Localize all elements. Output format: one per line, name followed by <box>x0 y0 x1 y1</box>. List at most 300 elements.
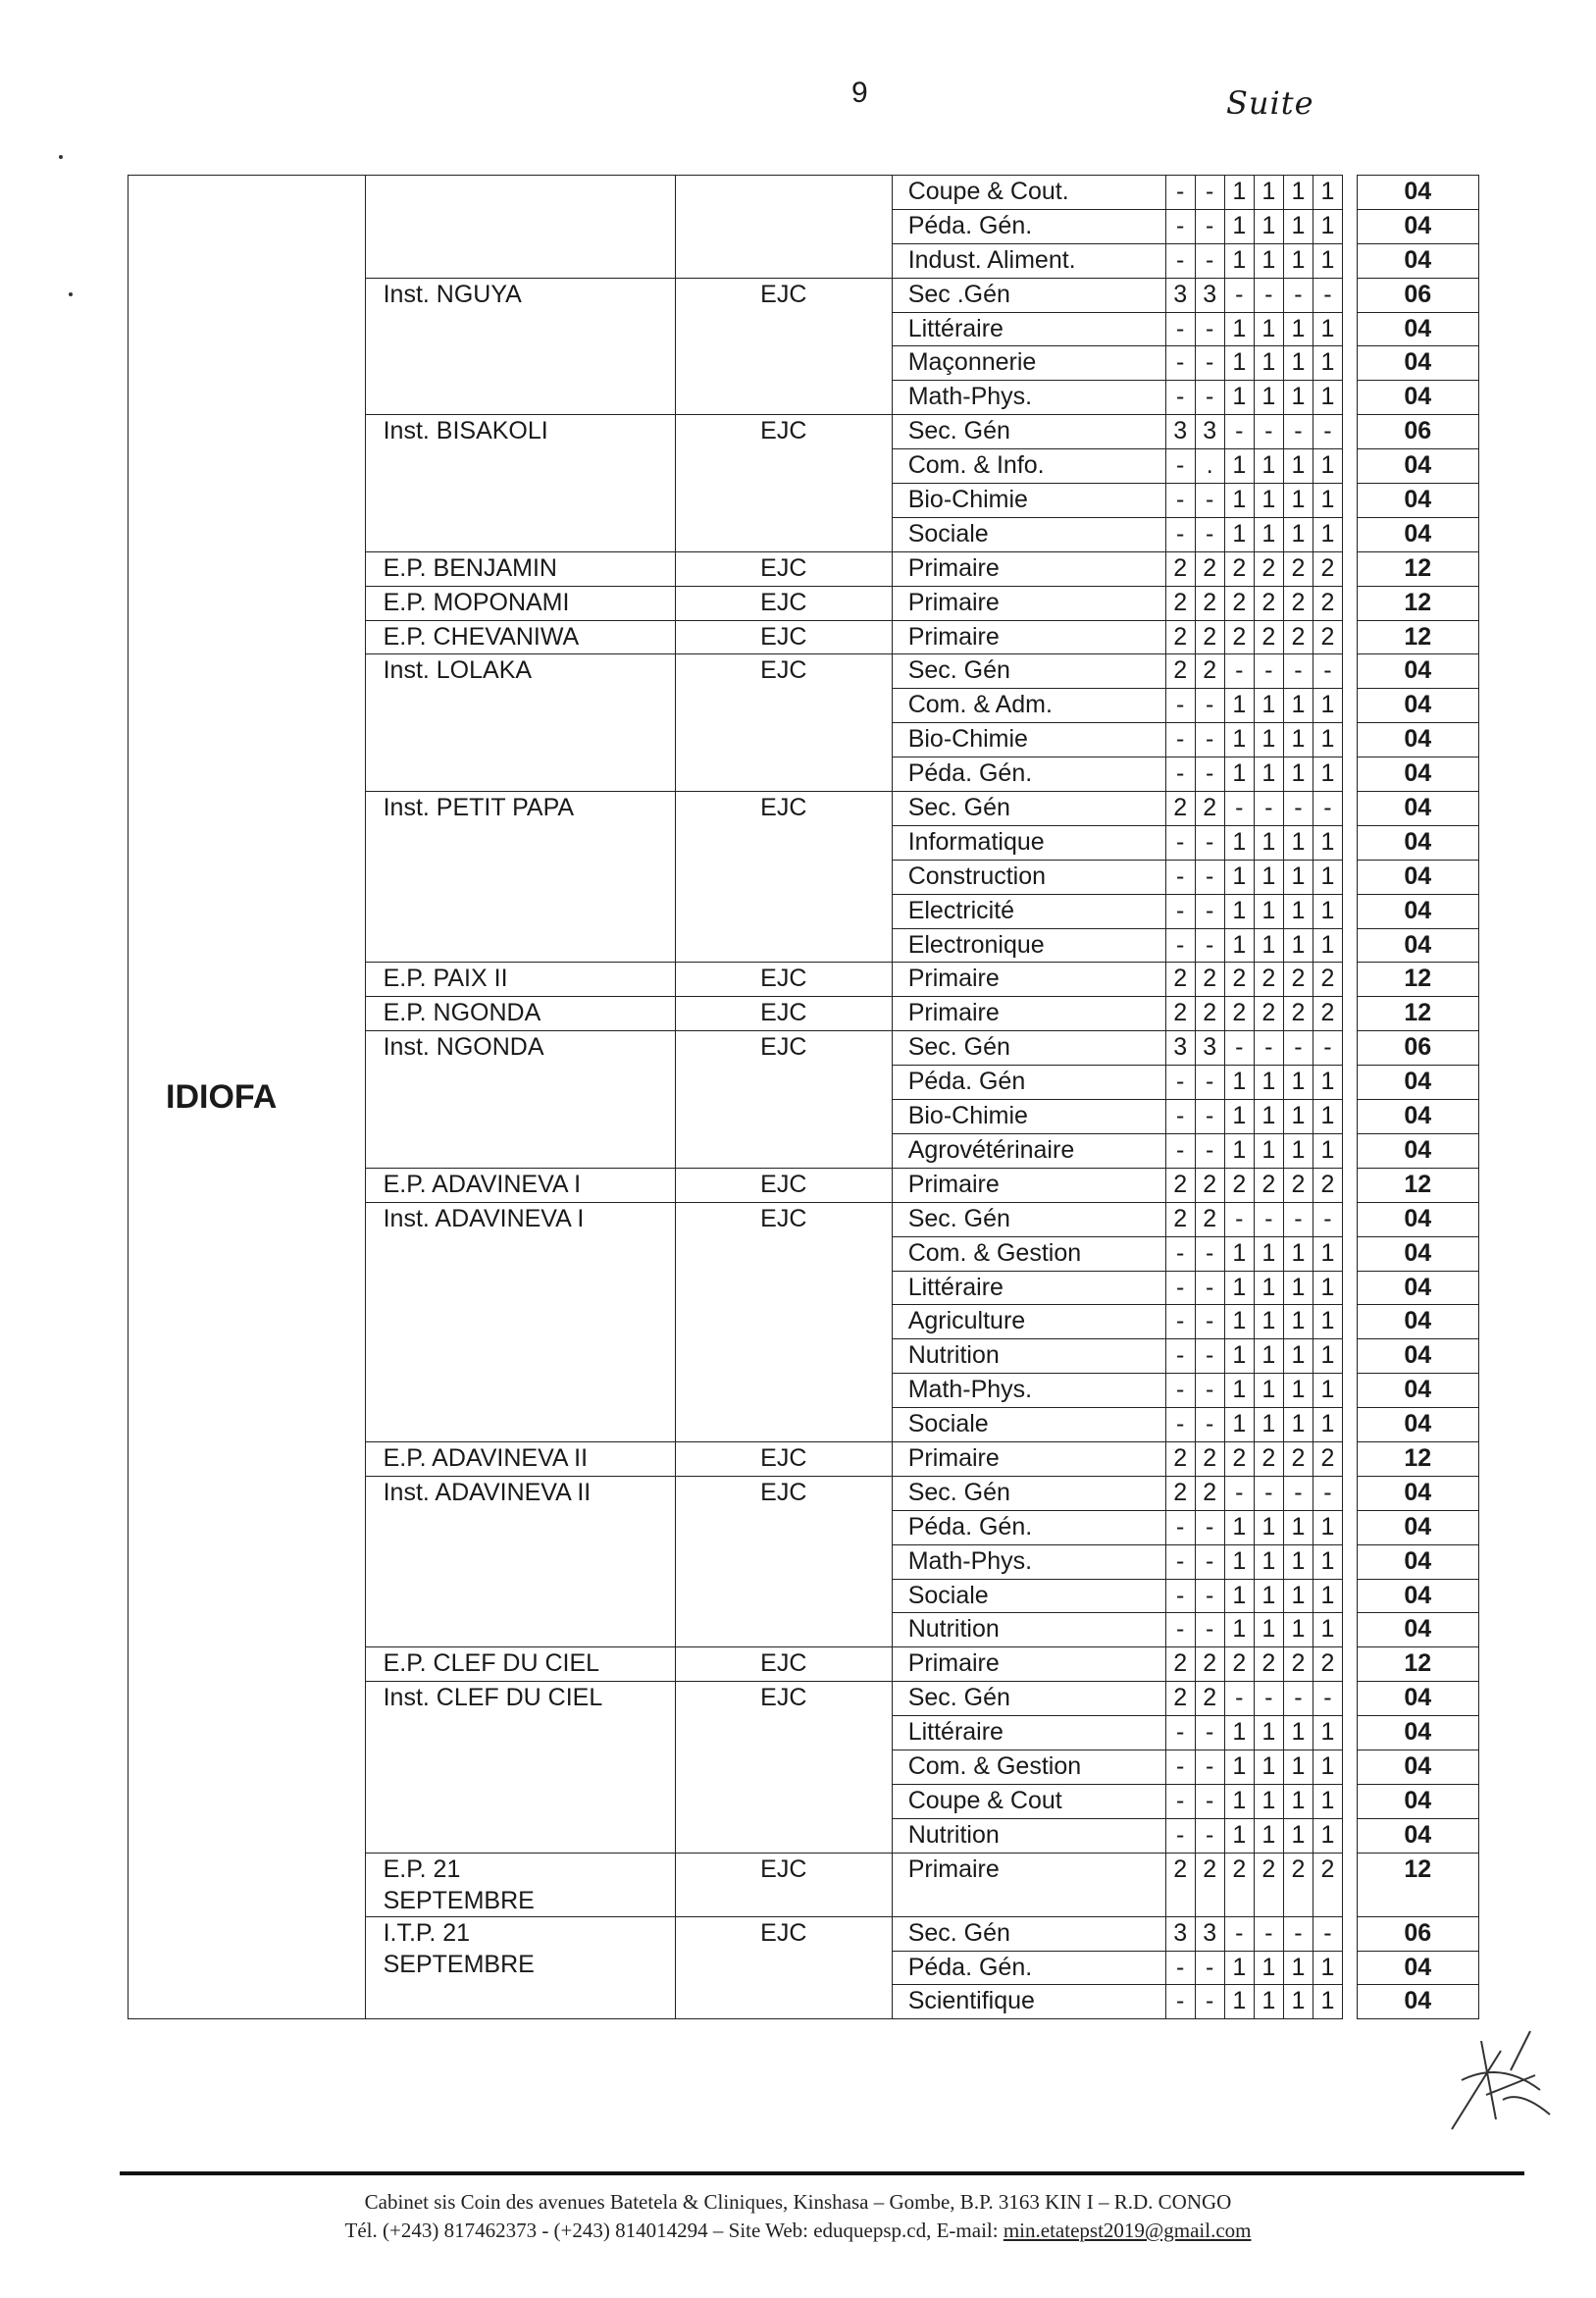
grade-count: 1 <box>1313 894 1342 928</box>
grade-count: 1 <box>1313 312 1342 346</box>
grade-count: 1 <box>1254 1066 1283 1100</box>
column-gap <box>1342 243 1357 278</box>
option-name: Péda. Gén. <box>892 1951 1165 1985</box>
grade-count: 1 <box>1254 1579 1283 1613</box>
grade-count: 3 <box>1165 1031 1195 1066</box>
row-total: 12 <box>1357 997 1479 1031</box>
grade-count: 3 <box>1195 278 1224 312</box>
grade-count: 1 <box>1283 689 1313 723</box>
grade-count: 1 <box>1313 243 1342 278</box>
grade-count: 1 <box>1283 312 1313 346</box>
row-total: 04 <box>1357 825 1479 860</box>
grade-count: 1 <box>1224 243 1254 278</box>
option-name: Coupe & Cout. <box>892 176 1165 210</box>
grade-count: 1 <box>1224 860 1254 894</box>
grade-count: 1 <box>1224 723 1254 757</box>
grade-count: - <box>1313 1682 1342 1716</box>
grade-count: 1 <box>1254 928 1283 963</box>
grade-count: 2 <box>1165 792 1195 826</box>
grade-count: 1 <box>1313 517 1342 551</box>
grade-count: - <box>1165 1374 1195 1408</box>
grade-count: - <box>1165 1339 1195 1374</box>
grade-count: 1 <box>1283 1818 1313 1853</box>
grade-count: 1 <box>1283 209 1313 243</box>
grade-count: - <box>1165 1579 1195 1613</box>
row-total: 04 <box>1357 1750 1479 1784</box>
option-name: Sociale <box>892 1408 1165 1442</box>
grade-count: - <box>1165 894 1195 928</box>
grade-count: 1 <box>1313 1716 1342 1750</box>
option-name: Agriculture <box>892 1305 1165 1339</box>
school-name: E.P. CLEF DU CIEL <box>365 1647 675 1682</box>
option-name: Scientifique <box>892 1985 1165 2019</box>
grade-count: 1 <box>1254 312 1283 346</box>
grade-count: 1 <box>1313 381 1342 415</box>
row-total: 04 <box>1357 312 1479 346</box>
school-name: Inst. CLEF DU CIEL <box>365 1682 675 1853</box>
grade-count: 1 <box>1224 1133 1254 1168</box>
grade-count: 1 <box>1313 1510 1342 1544</box>
grade-count: 1 <box>1254 860 1283 894</box>
grade-count: 2 <box>1283 586 1313 620</box>
grade-count: 2 <box>1165 1441 1195 1476</box>
grade-count: - <box>1195 1271 1224 1305</box>
column-gap <box>1342 176 1357 210</box>
option-name: Nutrition <box>892 1339 1165 1374</box>
column-gap <box>1342 1544 1357 1579</box>
column-gap <box>1342 997 1357 1031</box>
column-gap <box>1342 1510 1357 1544</box>
grade-count: - <box>1195 176 1224 210</box>
grade-count: 1 <box>1283 346 1313 381</box>
grade-count: - <box>1195 1784 1224 1818</box>
grade-count: 1 <box>1254 1985 1283 2019</box>
option-name: Com. & Info. <box>892 449 1165 484</box>
grade-count: 2 <box>1254 620 1283 654</box>
row-total: 06 <box>1357 1031 1479 1066</box>
grade-count: 1 <box>1283 1236 1313 1271</box>
grade-count: 2 <box>1313 1441 1342 1476</box>
grade-count: - <box>1165 1613 1195 1647</box>
column-gap <box>1342 415 1357 449</box>
grade-count: 1 <box>1283 176 1313 210</box>
school-status: EJC <box>675 620 892 654</box>
grade-count: 2 <box>1195 1202 1224 1236</box>
row-total: 04 <box>1357 1408 1479 1442</box>
grade-count: - <box>1195 1985 1224 2019</box>
grade-count: 2 <box>1283 1168 1313 1202</box>
row-total: 04 <box>1357 1510 1479 1544</box>
column-gap <box>1342 1202 1357 1236</box>
option-name: Agrovétérinaire <box>892 1133 1165 1168</box>
grade-count: 1 <box>1283 928 1313 963</box>
grade-count: 2 <box>1165 586 1195 620</box>
grade-count: 1 <box>1224 1818 1254 1853</box>
column-gap <box>1342 551 1357 586</box>
grade-count: 2 <box>1313 551 1342 586</box>
grade-count: - <box>1165 243 1195 278</box>
school-name: Inst. ADAVINEVA II <box>365 1476 675 1646</box>
grade-count: 2 <box>1224 1168 1254 1202</box>
grade-count: - <box>1224 654 1254 689</box>
grade-count: - <box>1165 1716 1195 1750</box>
grade-count: - <box>1165 484 1195 518</box>
grade-count: 1 <box>1254 176 1283 210</box>
column-gap <box>1342 1271 1357 1305</box>
grade-count: - <box>1195 1613 1224 1647</box>
option-name: Sociale <box>892 517 1165 551</box>
option-name: Nutrition <box>892 1818 1165 1853</box>
grade-count: - <box>1195 209 1224 243</box>
row-total: 12 <box>1357 963 1479 997</box>
option-name: Péda. Gén. <box>892 1510 1165 1544</box>
option-name: Littéraire <box>892 1716 1165 1750</box>
footer-contact <box>0 2219 1596 2243</box>
grade-count: - <box>1195 1374 1224 1408</box>
option-name: Sec. Gén <box>892 792 1165 826</box>
footer-address: Cabinet sis Coin des avenues Batetela & Cliniques, Kinshasa – Gombe, B.P. 3163 KIN I – R.D. CONGO <box>364 2190 1232 2214</box>
grade-count: 2 <box>1224 586 1254 620</box>
row-total: 04 <box>1357 1236 1479 1271</box>
grade-count: 2 <box>1224 551 1254 586</box>
grade-count: 1 <box>1283 894 1313 928</box>
row-total: 12 <box>1357 586 1479 620</box>
grade-count: 1 <box>1313 1408 1342 1442</box>
grade-count: - <box>1283 1031 1313 1066</box>
row-total: 12 <box>1357 1647 1479 1682</box>
column-gap <box>1342 346 1357 381</box>
row-total: 04 <box>1357 1374 1479 1408</box>
grade-count: - <box>1195 1579 1224 1613</box>
grade-count: - <box>1165 723 1195 757</box>
row-total: 12 <box>1357 1168 1479 1202</box>
grade-count: 1 <box>1254 723 1283 757</box>
grade-count: - <box>1165 1510 1195 1544</box>
row-total: 04 <box>1357 1133 1479 1168</box>
grade-count: - <box>1165 928 1195 963</box>
column-gap <box>1342 517 1357 551</box>
grade-count: - <box>1283 1916 1313 1951</box>
grade-count: - <box>1254 1476 1283 1510</box>
row-total: 06 <box>1357 415 1479 449</box>
grade-count: 1 <box>1254 1408 1283 1442</box>
grade-count: 3 <box>1195 415 1224 449</box>
row-total: 04 <box>1357 1784 1479 1818</box>
column-gap <box>1342 1716 1357 1750</box>
continuation-mark: Suite <box>1226 84 1314 122</box>
school-status: EJC <box>675 1441 892 1476</box>
column-gap <box>1342 312 1357 346</box>
grade-count: 1 <box>1254 1544 1283 1579</box>
grade-count: 2 <box>1313 620 1342 654</box>
grade-count: 2 <box>1195 792 1224 826</box>
column-gap <box>1342 825 1357 860</box>
grade-count: 2 <box>1254 1647 1283 1682</box>
grade-count: 2 <box>1283 997 1313 1031</box>
option-name: Primaire <box>892 620 1165 654</box>
grade-count: 2 <box>1283 1853 1313 1916</box>
grade-count: - <box>1195 381 1224 415</box>
grade-count: 2 <box>1165 551 1195 586</box>
grade-count: 1 <box>1254 825 1283 860</box>
grade-count: 2 <box>1283 1647 1313 1682</box>
grade-count: - <box>1195 860 1224 894</box>
page-number: 9 <box>851 77 868 109</box>
grade-count: 1 <box>1254 894 1283 928</box>
grade-count: 1 <box>1254 1784 1283 1818</box>
column-gap <box>1342 1613 1357 1647</box>
grade-count: 1 <box>1224 346 1254 381</box>
option-name: Coupe & Cout <box>892 1784 1165 1818</box>
grade-count: 2 <box>1165 1202 1195 1236</box>
grade-count: 1 <box>1254 1716 1283 1750</box>
grade-count: 2 <box>1165 1647 1195 1682</box>
school-status: EJC <box>675 278 892 415</box>
grade-count: - <box>1254 792 1283 826</box>
grade-count: 1 <box>1224 1100 1254 1134</box>
column-gap <box>1342 1750 1357 1784</box>
grade-count: 2 <box>1195 1647 1224 1682</box>
row-total: 04 <box>1357 517 1479 551</box>
grade-count: - <box>1165 312 1195 346</box>
grade-count: - <box>1254 654 1283 689</box>
row-total: 04 <box>1357 723 1479 757</box>
grade-count: 1 <box>1283 757 1313 792</box>
grade-count: 1 <box>1313 1066 1342 1100</box>
row-total: 04 <box>1357 654 1479 689</box>
grade-count: 2 <box>1254 1853 1283 1916</box>
grade-count: 1 <box>1283 825 1313 860</box>
school-name: E.P. BENJAMIN <box>365 551 675 586</box>
grade-count: - <box>1254 1031 1283 1066</box>
grade-count: 1 <box>1224 381 1254 415</box>
grade-count: - <box>1224 278 1254 312</box>
grade-count: 2 <box>1165 1682 1195 1716</box>
school-status: EJC <box>675 415 892 552</box>
grade-count: 1 <box>1224 1066 1254 1100</box>
grade-count: 1 <box>1283 381 1313 415</box>
option-name: Primaire <box>892 586 1165 620</box>
grade-count: - <box>1254 1916 1283 1951</box>
grade-count: 1 <box>1254 1374 1283 1408</box>
row-total: 12 <box>1357 1441 1479 1476</box>
grade-count: 1 <box>1313 689 1342 723</box>
column-gap <box>1342 1916 1357 1951</box>
grade-count: 1 <box>1283 1271 1313 1305</box>
grade-count: - <box>1165 517 1195 551</box>
column-gap <box>1342 1100 1357 1134</box>
column-gap <box>1342 792 1357 826</box>
grade-count: - <box>1313 654 1342 689</box>
column-gap <box>1342 1133 1357 1168</box>
option-name: Sec. Gén <box>892 1202 1165 1236</box>
grade-count: 3 <box>1165 415 1195 449</box>
column-gap <box>1342 860 1357 894</box>
grade-count: 1 <box>1313 757 1342 792</box>
grade-count: 2 <box>1254 551 1283 586</box>
option-name: Construction <box>892 860 1165 894</box>
option-name: Electronique <box>892 928 1165 963</box>
option-name: Sec. Gén <box>892 1476 1165 1510</box>
row-total: 12 <box>1357 1853 1479 1916</box>
row-total: 04 <box>1357 1544 1479 1579</box>
column-gap <box>1342 1647 1357 1682</box>
grade-count: - <box>1165 1133 1195 1168</box>
footer-email-link[interactable]: min.etatepst2019@gmail.com <box>1003 2219 1252 2242</box>
grade-count: - <box>1195 1818 1224 1853</box>
grade-count: 2 <box>1254 1441 1283 1476</box>
footer-phone-site: Tél. (+243) 817462373 - (+243) 814014294 – Site Web: eduquepsp.cd, E-mail: <box>344 2219 1004 2242</box>
grade-count: 1 <box>1313 449 1342 484</box>
grade-count: - <box>1313 792 1342 826</box>
column-gap <box>1342 1818 1357 1853</box>
school-status: EJC <box>675 1031 892 1169</box>
school-name: Inst. PETIT PAPA <box>365 792 675 963</box>
grade-count: 1 <box>1283 1613 1313 1647</box>
grade-count: - <box>1195 346 1224 381</box>
option-name: Math-Phys. <box>892 1374 1165 1408</box>
grade-count: - <box>1195 928 1224 963</box>
grade-count: 2 <box>1195 997 1224 1031</box>
column-gap <box>1342 723 1357 757</box>
school-name: Inst. NGONDA <box>365 1031 675 1169</box>
grade-count: - <box>1313 1031 1342 1066</box>
row-total: 06 <box>1357 278 1479 312</box>
grade-count: - <box>1254 1202 1283 1236</box>
school-name: E.P. 21 SEPTEMBRE <box>365 1853 675 1916</box>
grade-count: 2 <box>1195 586 1224 620</box>
table-row <box>129 176 1479 210</box>
grade-count: 2 <box>1254 997 1283 1031</box>
grade-count: - <box>1313 415 1342 449</box>
grade-count: 1 <box>1283 517 1313 551</box>
row-total: 04 <box>1357 1271 1479 1305</box>
option-name: Littéraire <box>892 1271 1165 1305</box>
column-gap <box>1342 484 1357 518</box>
grade-count: 1 <box>1283 1374 1313 1408</box>
column-gap <box>1342 1031 1357 1066</box>
grade-count: 1 <box>1254 1305 1283 1339</box>
grade-count: - <box>1283 792 1313 826</box>
grade-count: 1 <box>1254 209 1283 243</box>
grade-count: 2 <box>1195 1682 1224 1716</box>
grade-count: 1 <box>1224 1750 1254 1784</box>
grade-count: 2 <box>1224 963 1254 997</box>
column-gap <box>1342 928 1357 963</box>
school-status: EJC <box>675 997 892 1031</box>
row-total: 04 <box>1357 176 1479 210</box>
school-name: E.P. MOPONAMI <box>365 586 675 620</box>
grade-count: 1 <box>1254 1236 1283 1271</box>
grade-count: 1 <box>1224 449 1254 484</box>
column-gap <box>1342 757 1357 792</box>
column-gap <box>1342 586 1357 620</box>
grade-count: - <box>1195 1716 1224 1750</box>
row-total: 04 <box>1357 1339 1479 1374</box>
grade-count: 1 <box>1283 1750 1313 1784</box>
grade-count: - <box>1195 1510 1224 1544</box>
grade-count: 2 <box>1165 620 1195 654</box>
grade-count: 1 <box>1283 860 1313 894</box>
row-total: 04 <box>1357 1951 1479 1985</box>
grade-count: 1 <box>1313 1305 1342 1339</box>
grade-count: 1 <box>1313 1544 1342 1579</box>
option-name: Informatique <box>892 825 1165 860</box>
grade-count: 1 <box>1224 1951 1254 1985</box>
column-gap <box>1342 1441 1357 1476</box>
grade-count: - <box>1195 1066 1224 1100</box>
row-total: 04 <box>1357 928 1479 963</box>
column-gap <box>1342 894 1357 928</box>
grade-count: 1 <box>1224 312 1254 346</box>
grade-count: - <box>1254 415 1283 449</box>
grade-count: 1 <box>1224 757 1254 792</box>
grade-count: 1 <box>1254 1951 1283 1985</box>
option-name: Com. & Adm. <box>892 689 1165 723</box>
grade-count: - <box>1195 312 1224 346</box>
column-gap <box>1342 1339 1357 1374</box>
grade-count: 1 <box>1224 689 1254 723</box>
grade-count: 1 <box>1254 757 1283 792</box>
row-total: 06 <box>1357 1916 1479 1951</box>
grade-count: 2 <box>1224 997 1254 1031</box>
grade-count: 1 <box>1224 1784 1254 1818</box>
region-label: IDIOFA <box>129 176 366 2019</box>
grade-count: 1 <box>1254 346 1283 381</box>
grade-count: 1 <box>1224 928 1254 963</box>
school-status: EJC <box>675 551 892 586</box>
grade-count: 3 <box>1195 1916 1224 1951</box>
school-name: I.T.P. 21 SEPTEMBRE <box>365 1916 675 2019</box>
column-gap <box>1342 1579 1357 1613</box>
column-gap <box>1342 278 1357 312</box>
stray-dot <box>69 292 73 296</box>
grade-count: 2 <box>1195 654 1224 689</box>
grade-count: - <box>1165 1408 1195 1442</box>
grade-count: 1 <box>1313 209 1342 243</box>
grade-count: 1 <box>1283 243 1313 278</box>
school-name: E.P. ADAVINEVA II <box>365 1441 675 1476</box>
grade-count: 2 <box>1313 963 1342 997</box>
school-name: E.P. ADAVINEVA I <box>365 1168 675 1202</box>
row-total: 04 <box>1357 1305 1479 1339</box>
grade-count: 1 <box>1283 723 1313 757</box>
grade-count: 1 <box>1224 1544 1254 1579</box>
row-total: 04 <box>1357 346 1479 381</box>
grade-count: 1 <box>1254 1510 1283 1544</box>
grade-count: 1 <box>1283 1784 1313 1818</box>
grade-count: 2 <box>1195 620 1224 654</box>
grade-count: 1 <box>1254 484 1283 518</box>
grade-count: - <box>1195 1951 1224 1985</box>
grade-count: 2 <box>1195 551 1224 586</box>
option-name: Sec. Gén <box>892 415 1165 449</box>
column-gap <box>1342 1951 1357 1985</box>
grade-count: - <box>1195 1750 1224 1784</box>
option-name: Sec. Gén <box>892 1031 1165 1066</box>
column-gap <box>1342 381 1357 415</box>
grade-count: - <box>1195 484 1224 518</box>
option-name: Maçonnerie <box>892 346 1165 381</box>
grade-count: - <box>1254 1682 1283 1716</box>
grade-count: 2 <box>1195 1853 1224 1916</box>
school-name: Inst. NGUYA <box>365 278 675 415</box>
row-total: 04 <box>1357 689 1479 723</box>
option-name: Math-Phys. <box>892 1544 1165 1579</box>
grade-count: - <box>1195 757 1224 792</box>
grade-count: 3 <box>1165 1916 1195 1951</box>
grade-count: 1 <box>1224 517 1254 551</box>
